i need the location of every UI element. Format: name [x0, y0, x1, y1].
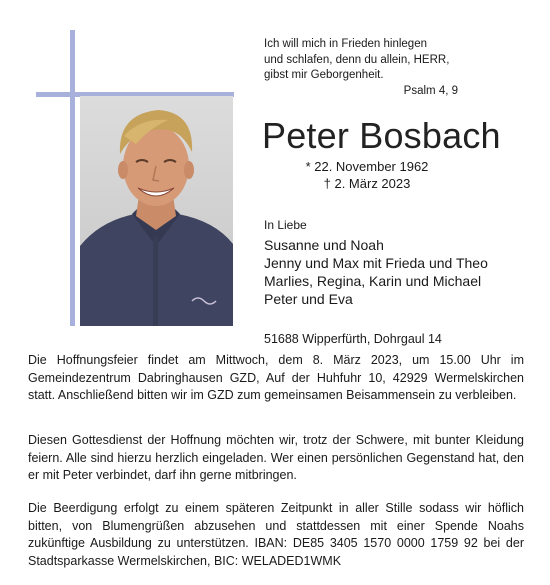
mourners-intro: In Liebe — [264, 218, 307, 232]
portrait-photo — [80, 96, 233, 326]
birth-date: * 22. November 1962 — [305, 159, 429, 174]
psalm-quote — [264, 37, 464, 99]
life-dates — [262, 158, 472, 192]
mourner-line: Marlies, Regina, Karin und Michael — [264, 273, 482, 289]
portrait-illustration — [80, 96, 233, 326]
mourner-line: Peter und Eva — [264, 291, 353, 307]
mourners-list — [264, 236, 488, 308]
family-address: 51688 Wipperfürth, Dohrgaul 14 — [264, 332, 442, 346]
cross-vertical — [70, 30, 75, 326]
psalm-reference: Psalm 4, 9 — [403, 84, 458, 97]
mourner-line: Susanne und Noah — [264, 237, 384, 253]
ceremony-paragraph: Die Hoffnungsfeier findet am Mittwoch, dem 8. März 2023, um 15.00 Uhr im Gemeindezentrum Dabringhausen GZD, Auf der Huhfuhr 10, 42929 Wermelskirchen statt. Anschließend bitten wir im GZD zum gemeinsamen Beisammensein zu verbleiben. — [28, 353, 524, 403]
psalm-line: und schlafen, denn du allein, HERR, — [264, 53, 450, 66]
dress-code-paragraph: Diesen Gottesdienst der Hoffnung möchten wir, trotz der Schwere, mit bunter Kleidung feiern. Alle sind hierzu herzlich eingeladen. Wer einen persönlichen Gegenstand hat, den er mit Peter verbindet, darf ihn gerne mitbringen. — [28, 433, 524, 483]
death-date: † 2. März 2023 — [323, 176, 411, 191]
burial-donation-paragraph: Die Beerdigung erfolgt zu einem späteren Zeitpunkt in aller Stille sodass wir höflich bitten, von Blumengrüßen abzusehen und stattdessen mit einer Spende Noahs zukünftige Ausbildung zu unterstützen. IBAN: DE85 3405 1570 0000 1759 92 bei der Stadtsparkasse Wermelskirchen, BIC: WELADED1WMK — [28, 501, 524, 568]
mourner-line: Jenny und Max mit Frieda und Theo — [264, 255, 488, 271]
psalm-line: gibst mir Geborgenheit. — [264, 69, 384, 81]
deceased-name: Peter Bosbach — [262, 115, 501, 156]
psalm-line: Ich will mich in Frieden hinlegen — [264, 38, 427, 50]
